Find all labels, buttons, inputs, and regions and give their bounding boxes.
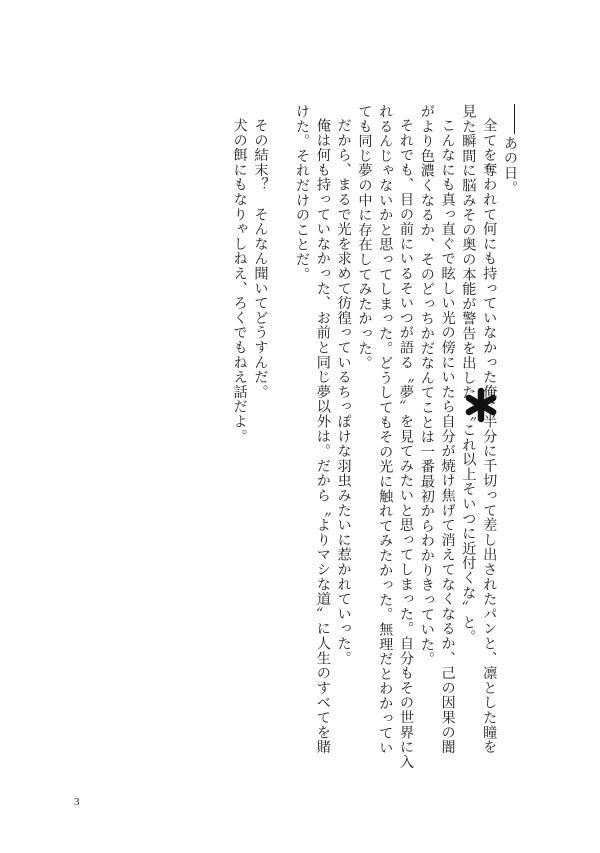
text-line-9: だから、まるで光を求めて彷徨っているちっぽけな羽虫みたいに惹かれていった。 — [335, 118, 352, 666]
text-line-12: その結末？ そんなん聞いてどうすんだ。 — [252, 118, 269, 400]
page-number: 3 — [74, 796, 80, 808]
text-line-2: 全てを奪われて何にも持っていなかった俺に半分に千切って差し出されたパンと、凛とした瞳を — [481, 118, 498, 755]
text-line-5: がより色濃くなるか、そのどっちかだなんてことは一番最初からわかりきっていた。 — [418, 104, 435, 667]
text-line-11: けた。それだけのことだ。 — [294, 104, 311, 282]
vertical-body-text — [229, 104, 520, 770]
text-line-4: こんなにも真っ直ぐで眩しい光の傍にいたら自分が焼け焦げて消えてなくなるか、己の因果の闇 — [439, 118, 456, 755]
text-line-8: ても同じ夢の中に存在してみたかった。 — [356, 104, 373, 371]
text-line-3: 見た瞬間に脳みその奥の本能が警告を出した。〝これ以上そいつに近付くな〟と。 — [460, 104, 477, 645]
paragraph-gap — [270, 104, 291, 114]
text-line-13: 犬の餌にもなりゃしねえ、ろくでもねえ話だよ。 — [231, 118, 248, 444]
text-line-10: 俺は何も持っていなかった、お前と同じ夢以外は。だから〝よりマシな道〟に人生のすべてを賭 — [314, 118, 331, 755]
text-line-6: それでも、目の前にいるそいつが語る〝夢〟を見てみたいと思ってしまった。自分もその世界に入 — [398, 118, 415, 770]
text-line-1 — [499, 104, 520, 764]
text-line-7: れるんじゃないかと思ってしまった。どうしてもその光に触れてみたかった。無理だとわかってい — [377, 104, 394, 756]
em-dash-rule — [514, 104, 515, 134]
text-line-1-content: あの日。 — [502, 135, 518, 196]
